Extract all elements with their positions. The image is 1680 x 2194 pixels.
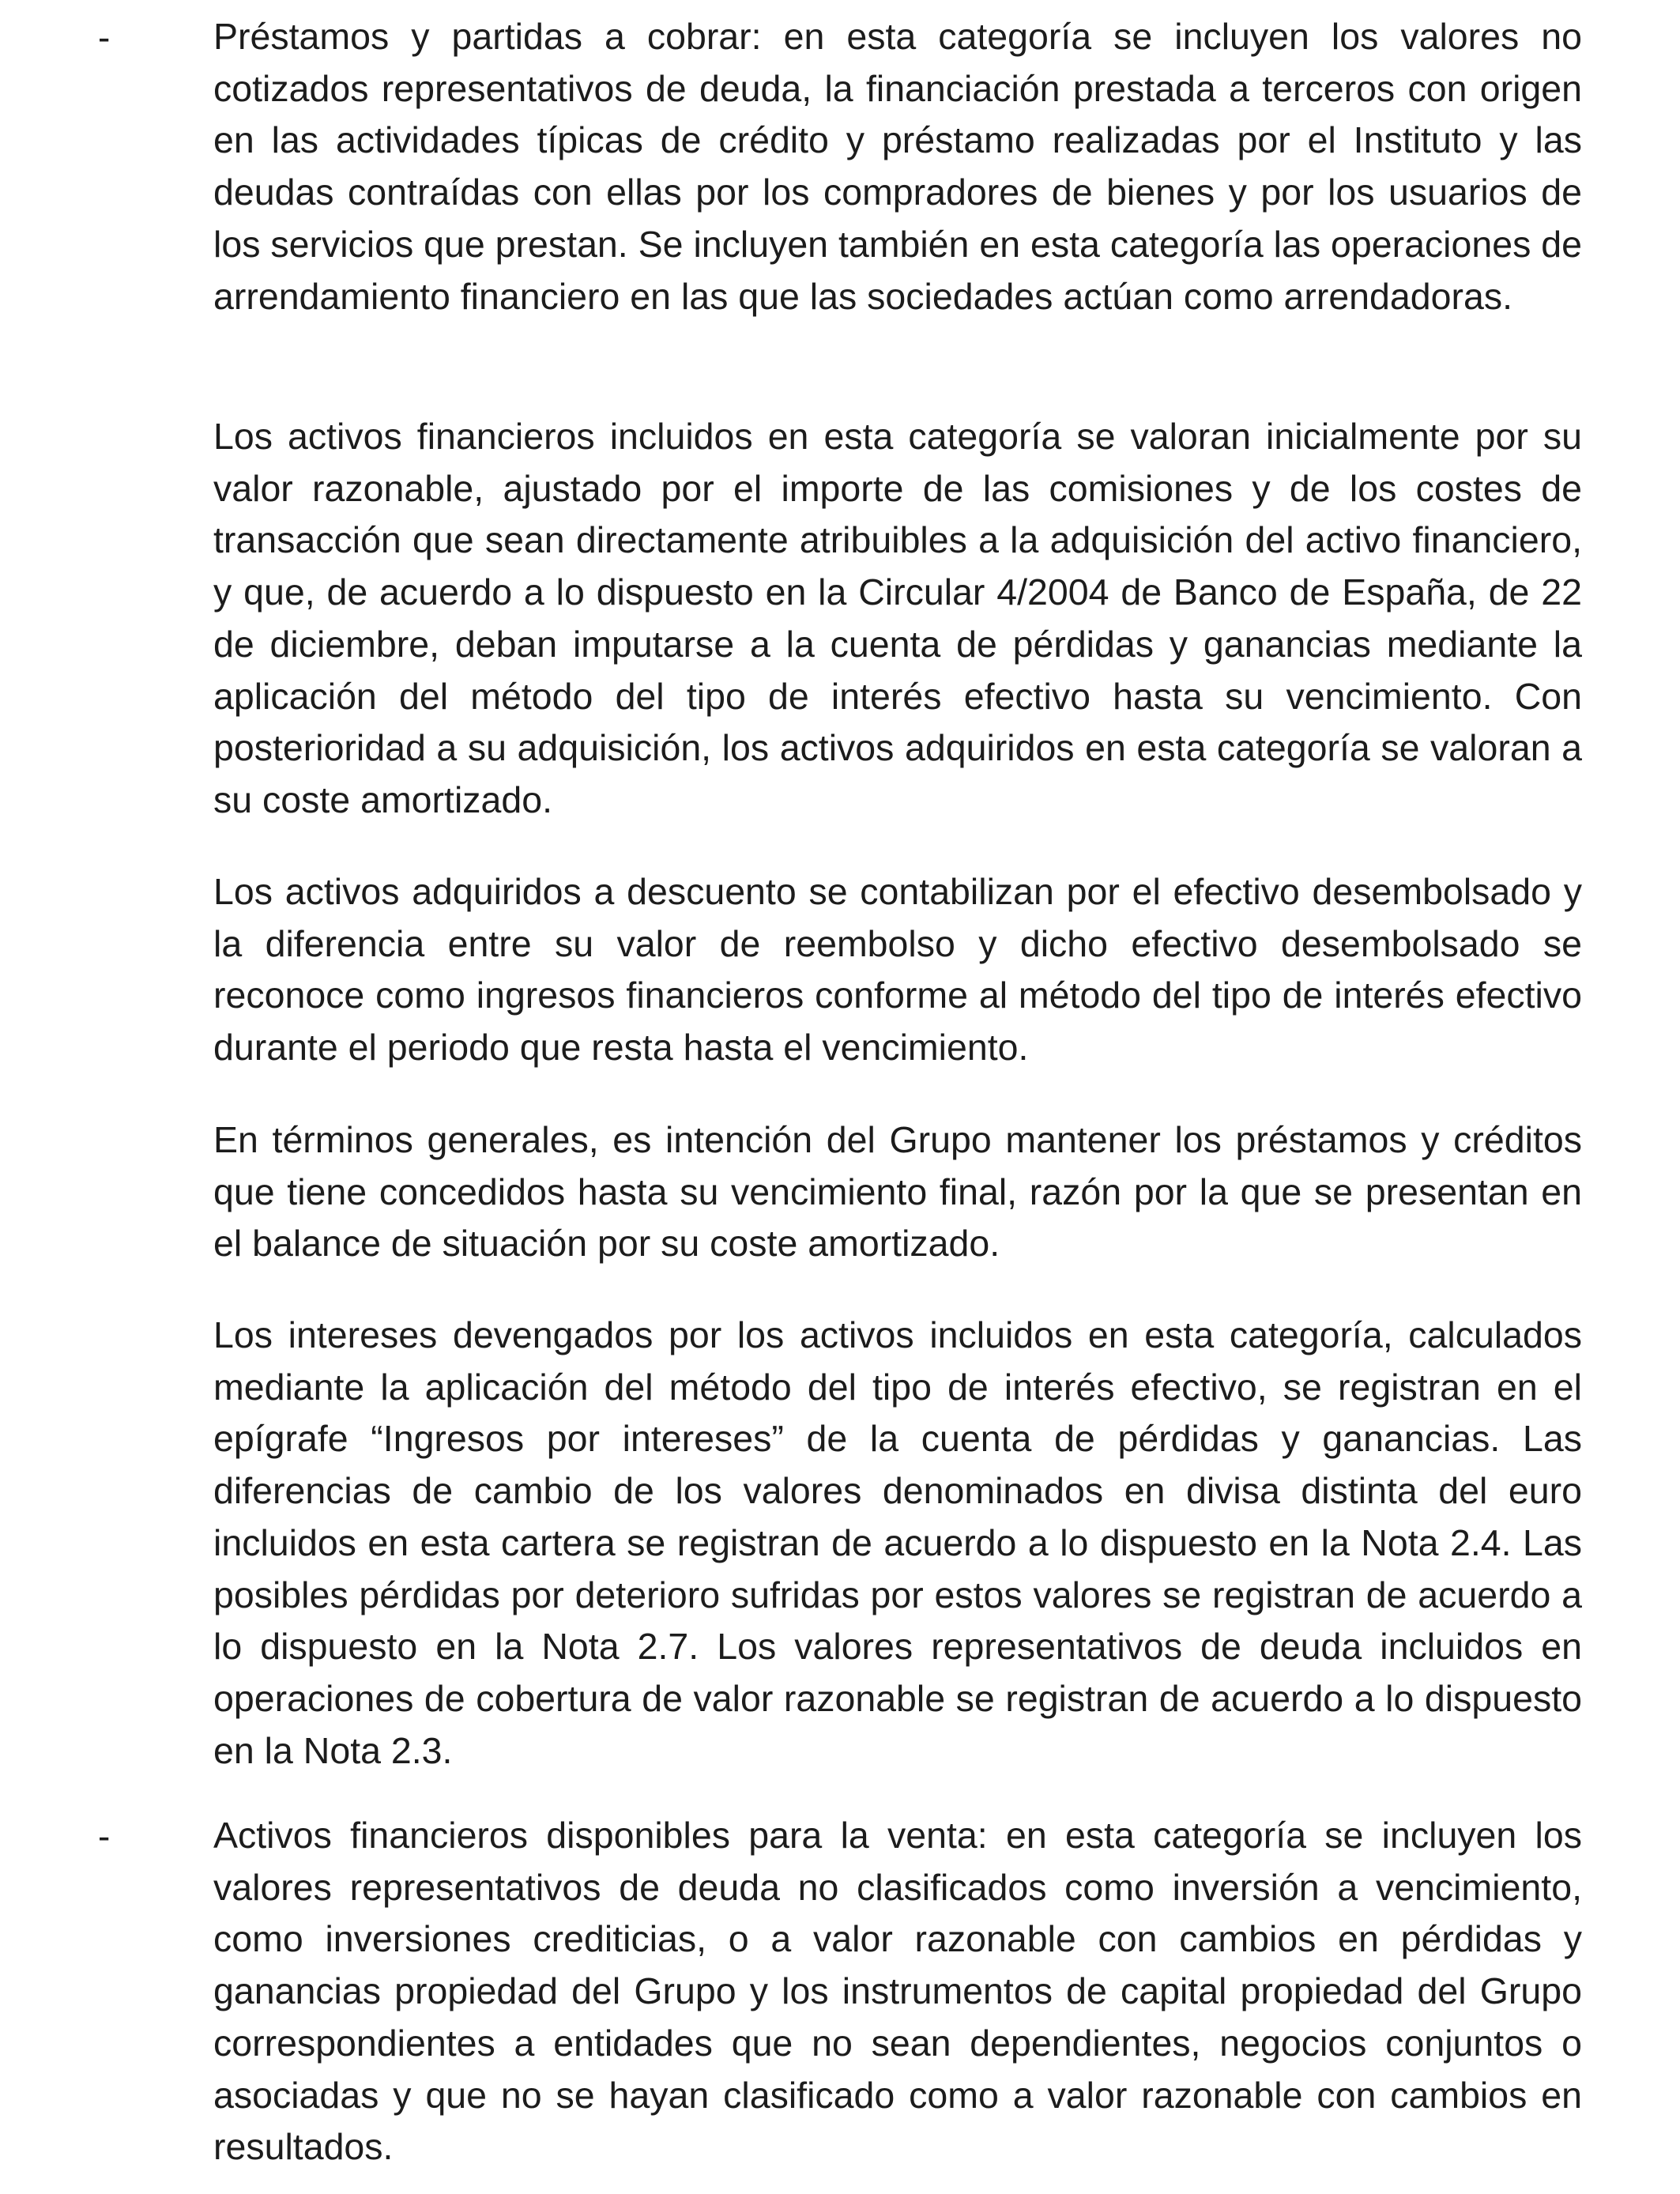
paragraph-intencion-grupo: En términos generales, es intención del Grupo mantener los préstamos y créditos que tiene concedidos hasta su vencimiento final, razón por la que se presentan en el balance de situación por su coste amortizado. [213, 1119, 1582, 1265]
paragraph-disponibles-venta-definition: Activos financieros disponibles para la venta: en esta categoría se incluyen los valores representativos de deuda no clasificados como inversión a vencimiento, como inversiones crediticias, o a valor razonable con cambios en pérdidas y ganancias propiedad del Grupo y los instrumentos de capital propiedad del Grupo correspondientes a entidades que no sean dependientes, negocios conjuntos o asociadas y que no se hayan clasificado como a valor razonable con cambios en resultados. [213, 1815, 1582, 2168]
bullet-marker: - [98, 1815, 111, 1857]
paragraph-activos-descuento: Los activos adquiridos a descuento se contabilizan por el efectivo desembolsado y la diferencia entre su valor de reembolso y dicho efectivo desembolsado se reconoce como ingresos financieros conforme al método del tipo de interés efectivo durante el periodo que resta hasta el vencimiento. [213, 871, 1582, 1069]
bullet-marker: - [98, 17, 111, 58]
paragraph-valoracion-inicial: Los activos financieros incluidos en esta categoría se valoran inicialmente por su valor razonable, ajustado por el importe de las comisiones y de los costes de transacción que sean directamente atribuibles a la adquisición del activo financiero, y que, de acuerdo a lo dispuesto en la Circular 4/2004 de Banco de España, de 22 de diciembre, deban imputarse a la cuenta de pérdidas y ganancias mediante la aplicación del método del tipo de interés efectivo hasta su vencimiento. Con posterioridad a su adquisición, los activos adquiridos en esta categoría se valoran a su coste amortizado. [213, 416, 1582, 820]
paragraph-intereses-devengados: Los intereses devengados por los activos incluidos en esta categoría, calculados mediante la aplicación del método del tipo de interés efectivo, se registran en el epígrafe “Ingresos por intereses” de la cuenta de pérdidas y ganancias. Las diferencias de cambio de los valores denominados en divisa distinta del euro incluidos en esta cartera se registran de acuerdo a lo dispuesto en la Nota 2.4. Las posibles pérdidas por deterioro sufridas por estos valores se registran de acuerdo a lo dispuesto en la Nota 2.7. Los valores representativos de deuda incluidos en operaciones de cobertura de valor razonable se registran de acuerdo a lo dispuesto en la Nota 2.3. [213, 1314, 1582, 1771]
paragraph-prestamos-definition: Préstamos y partidas a cobrar: en esta categoría se incluyen los valores no cotizados representativos de deuda, la financiación prestada a terceros con origen en las actividades típicas de crédito y préstamo realizadas por el Instituto y las deudas contraídas con ellas por los compradores de bienes y por los usuarios de los servicios que prestan. Se incluyen también en esta categoría las operaciones de arrendamiento financiero en las que las sociedades actúan como arrendadoras. [213, 16, 1582, 317]
